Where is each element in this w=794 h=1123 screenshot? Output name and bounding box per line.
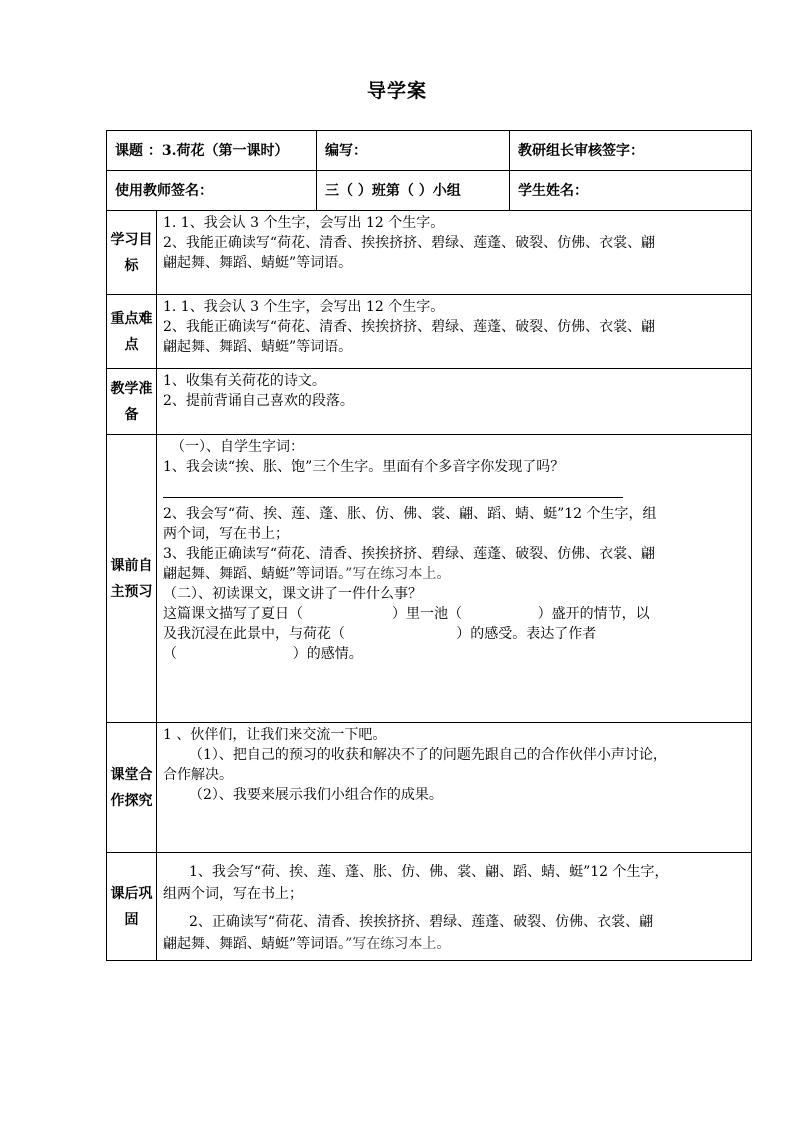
- header-row-1: [107, 131, 752, 171]
- objectives-line-3: 翩起舞、舞蹈、蜻蜓”等词语。: [163, 255, 353, 271]
- preview-q2-a: 2、我会写“荷、挨、莲、蓬、胀、仿、佛、裳、翩、蹈、蜻、蜓”12 个生字，组: [163, 506, 657, 522]
- preparation-label: 教学准备: [107, 369, 157, 435]
- consolidation-line-4-wrap: [163, 933, 745, 955]
- preview-q3-b: 翩起舞、舞蹈、蜻蜓”等词语。: [163, 566, 346, 582]
- preview-q3-c: ”写在练习本上。: [345, 566, 451, 582]
- page-title: 导学案: [366, 80, 427, 102]
- key-points-line-3: 翩起舞、舞蹈、蜻蜓”等词语。: [163, 339, 353, 355]
- answer-blank-line: [163, 477, 623, 498]
- author-cell: 编写：: [317, 131, 510, 171]
- preview-fill-1: 这篇课文描写了夏日（ ）里一池（ ）盛开的情节，以: [163, 606, 650, 622]
- consolidation-line-1: 1、我会写“荷、挨、莲、蓬、胀、仿、佛、裳、翩、蹈、蜻、蜓”12 个生字，: [189, 864, 669, 880]
- objectives-label: 学习目标: [107, 211, 157, 295]
- consolidation-line-4: 翩起舞、舞蹈、蜻蜓”等词语。: [163, 936, 346, 952]
- review-sign-cell: 教研组长审核签字：: [510, 131, 752, 171]
- cooperation-line-2: （1）、把自己的预习的收获和解决不了的问题先跟自己的合作伙伴小声讨论，: [189, 747, 667, 763]
- preview-fill-3: （ ）的感情。: [163, 646, 363, 662]
- cooperation-line-4: （2）、我要来展示我们小组合作的成果。: [189, 787, 443, 803]
- consolidation-content: [157, 853, 752, 961]
- preview-part2-title: （二）、初读课文，课文讲了一件什么事？: [163, 586, 422, 602]
- cooperation-line-3: 合作解决。: [163, 767, 233, 783]
- preview-content: [157, 435, 752, 723]
- key-points-row: [107, 295, 752, 369]
- key-points-line-1: 1. 1、我会认 3 个生字，会写出 12 个生字。: [163, 299, 445, 315]
- consolidation-label: 课后巩固: [107, 853, 157, 961]
- key-points-line-2: 2、我能正确读写“荷花、清香、挨挨挤挤、碧绿、莲蓬、破裂、仿佛、衣裳、翩: [163, 319, 656, 335]
- objectives-line-1: 1. 1、我会认 3 个生字，会写出 12 个生字。: [163, 215, 445, 231]
- header-row-2: [107, 171, 752, 211]
- consolidation-row: [107, 853, 752, 961]
- preview-q2-b: 两个词，写在书上；: [163, 526, 289, 542]
- preview-label: 课前自主预习: [107, 435, 157, 723]
- objectives-row: [107, 211, 752, 295]
- consolidation-line-2: 组两个词，写在书上；: [163, 886, 303, 902]
- cooperation-content: [157, 723, 752, 853]
- preview-fill-2: 及我沉浸在此景中，与荷花（ ）的感受。表达了作者: [163, 626, 597, 642]
- cooperation-label: 课堂合作探究: [107, 723, 157, 853]
- preparation-line-2: 2、提前背诵自己喜欢的段落。: [163, 393, 354, 409]
- student-name-cell: 学生姓名：: [510, 171, 752, 211]
- preview-part1-title: （一）、自学生字词：: [171, 439, 304, 455]
- consolidation-line-5: ”写在练习本上。: [345, 936, 451, 952]
- cooperation-row: [107, 723, 752, 853]
- lesson-plan-table: [106, 130, 752, 961]
- objectives-content: [157, 211, 752, 295]
- preview-row: [107, 435, 752, 723]
- cooperation-line-1: 1 、伙伴们，让我们来交流一下吧。: [163, 727, 387, 743]
- preview-q3-a: 3、我能正确读写“荷花、清香、挨挨挤挤、碧绿、莲蓬、破裂、仿佛、衣裳、翩: [163, 546, 656, 562]
- preparation-content: [157, 369, 752, 435]
- teacher-sign-cell: 使用教师签名：: [107, 171, 317, 211]
- key-points-label: 重点难点: [107, 295, 157, 369]
- preparation-row: [107, 369, 752, 435]
- topic-cell: 课题 ：3.荷花（第一课时）: [107, 131, 317, 171]
- preview-q3-b-wrap: [163, 564, 745, 584]
- consolidation-line-3: 2、正确读写“荷花、清香、挨挨挤挤、碧绿、莲蓬、破裂、仿佛、衣裳、翩: [189, 914, 654, 930]
- preparation-line-1: 1、收集有关荷花的诗文。: [163, 373, 326, 389]
- preview-q1: 1、我会读“挨、胀、饱”三个生字。里面有个多音字你发现了吗？: [163, 459, 565, 475]
- objectives-line-2: 2、我能正确读写“荷花、清香、挨挨挤挤、碧绿、莲蓬、破裂、仿佛、衣裳、翩: [163, 235, 656, 251]
- class-group-cell: 三（ ）班第（ ）小组: [317, 171, 510, 211]
- key-points-content: [157, 295, 752, 369]
